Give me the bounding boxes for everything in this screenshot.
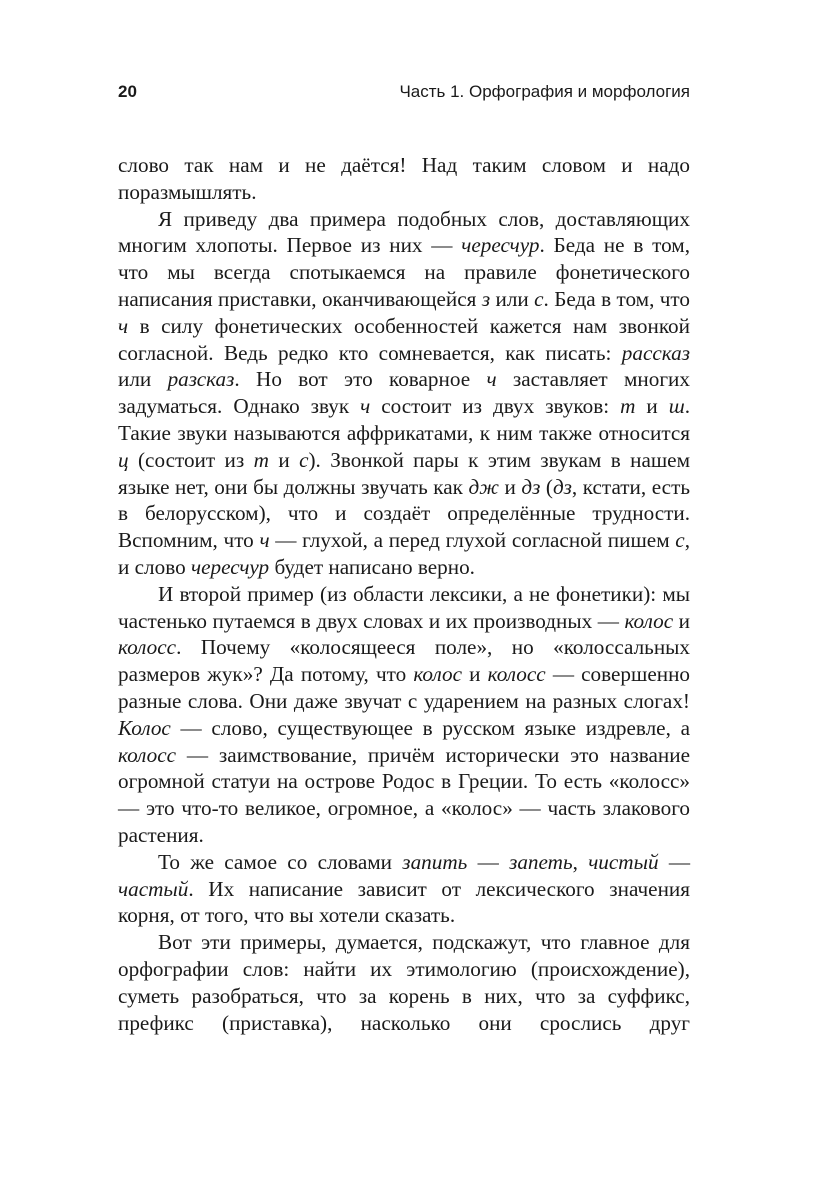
text-run: (состоит из [128, 447, 254, 472]
text-run: ). Звонкой пары к этим звукам в нашем языке нет, они бы должны звучать как [118, 447, 690, 499]
text-run: состоит из двух звуков: [370, 394, 621, 419]
text-run: и [498, 474, 522, 499]
text-run: и [673, 608, 690, 633]
text-run: — совершенно разные слова. Они даже звучат с ударением на разных слогах! [118, 662, 690, 713]
text-run: и [462, 662, 488, 687]
text-run: или [118, 367, 168, 392]
text-run: . Беда в том, что [543, 286, 690, 311]
italic-term: колосс [118, 742, 177, 767]
text-run: То же самое со словами [158, 849, 403, 874]
text-run: . Но вот это коварное [234, 367, 487, 392]
text-run: — слово, существующее в русском языке издревле, а [170, 715, 690, 740]
text-run: — заимствование, причём исторически это название огромной статуи на острове Родос в Греции. То есть «колосс» — это что-то великое, огромное, а «колос» — часть злакового растения. [118, 742, 690, 847]
text-run: Вот эти примеры, думается, подскажут, что главное для орфографии слов: найти их этимологию (происхождение), суметь разобраться, что за корень в них, что за суффикс, префикс (приставка), насколько они срослись друг [118, 930, 690, 1035]
italic-term: колос [624, 608, 674, 633]
paragraph-5 [118, 929, 690, 1036]
running-title: Часть 1. Орфография и морфология [399, 82, 690, 101]
text-run: И второй пример (из области лексики, а не фонетики): мы частенько путаемся в двух словах и их производных — [118, 581, 690, 633]
paragraph-1 [118, 152, 690, 206]
italic-term: ч [259, 528, 270, 553]
italic-term: чересчур [461, 233, 540, 258]
italic-term: с [299, 447, 309, 472]
italic-term: с [675, 528, 685, 553]
paragraph-4 [118, 849, 690, 929]
text-run: заставляет многих задуматься. Однако звук [118, 367, 690, 419]
text-run: — [467, 849, 510, 874]
italic-term: ш [668, 394, 685, 419]
text-run: Я приведу два примера подобных слов, доставляющих многим хлопоты. Первое из них — [118, 206, 690, 258]
paragraph-3 [118, 581, 690, 849]
italic-term: ц [118, 447, 129, 472]
italic-term: частый [118, 876, 189, 901]
text-run: и [635, 394, 669, 419]
text-run: , и слово [118, 528, 690, 579]
italic-term: чересчур [190, 554, 270, 579]
italic-term: запить [402, 849, 468, 874]
text-run: , кстати, есть в белорусском), что и создаёт определённые трудности. Вспомним, что [118, 474, 690, 553]
text-run: будет написано верно. [269, 554, 475, 579]
text-run: или [490, 286, 535, 311]
italic-term: с [534, 286, 544, 311]
text-run: . Беда не в том, что мы всегда спотыкаемся на правиле фонетического написания приставки, оканчивающейся [118, 233, 690, 311]
italic-term: запеть [509, 849, 573, 874]
text-run: . Почему «колосящееся поле», но «колоссальных размеров жук»? Да потому, что [118, 635, 690, 687]
body-text [118, 152, 690, 1036]
text-run: в силу фонетических особенностей кажется нам звонкой согласной. Ведь редко кто сомневается, как писать: [118, 313, 690, 365]
page-number: 20 [118, 82, 137, 101]
text-run: и [268, 447, 300, 472]
italic-term: чистый [588, 849, 659, 874]
italic-term: ч [118, 313, 129, 338]
text-run: — [658, 849, 691, 874]
italic-term: разсказ [167, 367, 235, 392]
italic-term: колос [413, 662, 462, 687]
text-run: ( [540, 474, 553, 499]
italic-term: дз [521, 474, 541, 499]
paragraph-2 [118, 206, 690, 581]
italic-term: ч [486, 367, 497, 392]
italic-term: дж [468, 474, 499, 499]
italic-term: колосс [487, 662, 546, 687]
text-run: слово так нам и не даётся! Над таким словом и надо поразмышлять. [118, 153, 690, 204]
text-run: . Такие звуки называются аффрикатами, к ним также относится [118, 394, 690, 445]
italic-term: рассказ [621, 340, 690, 365]
text-run: — глухой, а перед глухой согласной пишем [269, 528, 676, 553]
text-run: . Их написание зависит от лексического значения корня, от того, что вы хотели сказать. [118, 876, 690, 928]
italic-term: з [481, 286, 491, 311]
italic-term: ч [360, 394, 371, 419]
italic-term: колосс [118, 635, 177, 660]
italic-term: дз [552, 474, 572, 499]
page-header [118, 82, 690, 112]
italic-term: т [620, 394, 636, 419]
text-run: , [572, 849, 589, 874]
italic-term: т [253, 447, 269, 472]
italic-term: Колос [118, 715, 171, 740]
